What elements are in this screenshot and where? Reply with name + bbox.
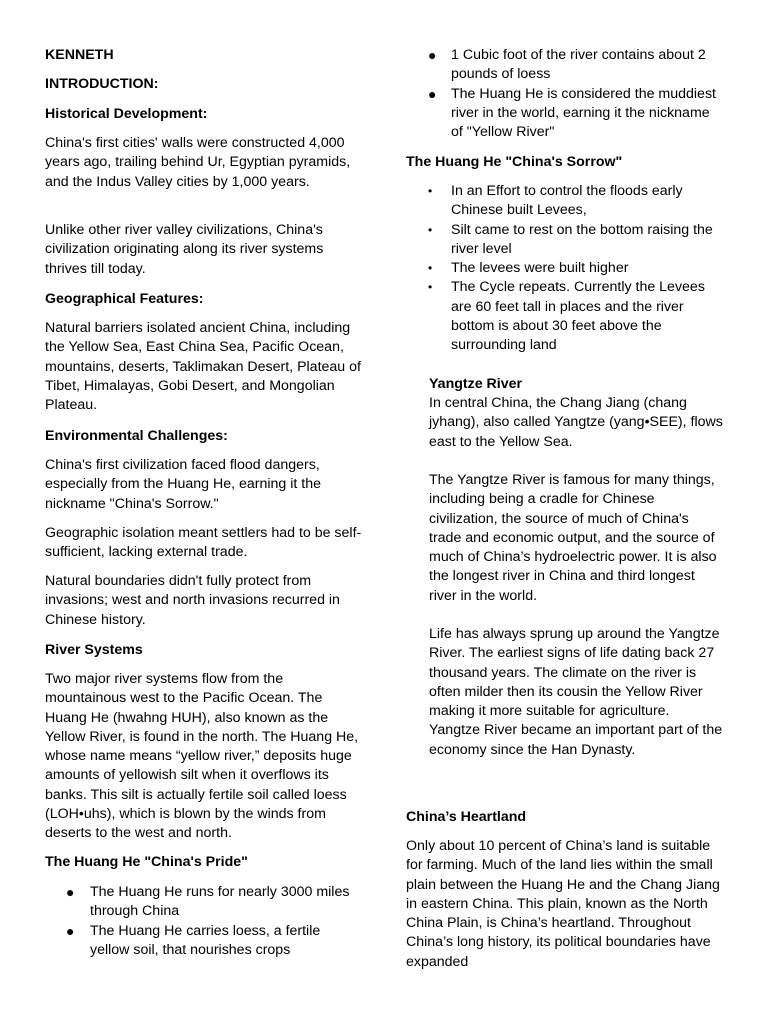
historical-paragraph-1: China's first cities' walls were constructed 4,000 years ago, trailing behind Ur, Egyptian pyramids, and the Indus Valley cities by 1,000 years. xyxy=(45,135,351,190)
chinas-pride-list xyxy=(45,883,363,960)
historical-paragraph-2: Unlike other river valley civilizations, China's civilization originating along its river systems thrives till today. xyxy=(45,222,324,277)
environmental-paragraph-1: China's first civilization faced flood dangers, especially from the Huang He, earning it the nickname "China's Sorrow." xyxy=(45,457,322,512)
bullet-icon: ● xyxy=(66,884,75,900)
yangtze-paragraph-2: The Yangtze River is famous for many things, including being a cradle for Chinese civilization, the source of much of China's trade and economic output, and the source of much of China’s hydroelectric power. It is also the longest river in China and third longest river in the world. xyxy=(429,472,717,604)
environmental-paragraph-2: Geographic isolation meant settlers had to be self-sufficient, lacking external trade. xyxy=(45,525,362,561)
historical-development-heading: Historical Development: xyxy=(45,106,208,122)
chinas-sorrow-heading: The Huang He "China's Sorrow" xyxy=(406,154,623,170)
environmental-challenges-heading: Environmental Challenges: xyxy=(45,428,228,444)
list-item: • The levees were built higher xyxy=(406,259,724,278)
bullet-icon: • xyxy=(428,280,433,295)
yangtze-paragraph-1: In central China, the Chang Jiang (chang jyhang), also called Yangtze (yang•SEE), flows east to the Yellow Sea. xyxy=(429,395,723,450)
list-item: • The Cycle repeats. Currently the Levees are 60 feet tall in places and the river bottom is about 30 feet above the surrounding land xyxy=(428,279,705,354)
list-item: • In an Effort to control the floods early Chinese built Levees, xyxy=(428,183,683,219)
geographical-paragraph: Natural barriers isolated ancient China, including the Yellow Sea, East China Sea, Pacific Ocean, mountains, deserts, Taklimakan Desert, Plateau of Tibet, Himalayas, Gobi Desert, and Mongolian Plateau. xyxy=(45,320,361,414)
bullet-icon: ● xyxy=(428,85,437,102)
chinas-heartland-heading: China’s Heartland xyxy=(406,809,527,825)
list-item: ● The Huang He is considered the muddiest river in the world, earning it the nickname of "Yellow River" xyxy=(428,85,716,141)
chinas-sorrow-list xyxy=(406,182,724,356)
intro-heading: INTRODUCTION: xyxy=(45,76,159,92)
yangtze-river-heading: Yangtze River xyxy=(429,376,523,392)
bullet-icon: • xyxy=(428,261,433,276)
environmental-paragraph-3: Natural boundaries didn't fully protect from invasions; west and north invasions recurred in Chinese history. xyxy=(45,573,340,628)
bullet-icon: ● xyxy=(66,922,75,939)
list-item: ● The Huang He carries loess, a fertile yellow soil, that nourishes crops xyxy=(66,922,321,958)
geographical-features-heading: Geographical Features: xyxy=(45,291,204,307)
author-name: KENNETH xyxy=(45,47,114,63)
list-item: ● The Huang He runs for nearly 3000 miles through China xyxy=(66,884,350,920)
chinas-pride-heading: The Huang He "China's Pride" xyxy=(45,854,248,870)
bullet-icon: • xyxy=(428,222,433,237)
bullet-icon: • xyxy=(428,184,433,198)
bullet-icon: ● xyxy=(428,47,437,63)
yangtze-paragraph-3: Life has always sprung up around the Yangtze River. The earliest signs of life dating back 27 thousand years. The climate on the river is often milder then its cousin the Yellow River making it more suitable for agriculture. Yangtze River became an important part of the economy since the Han Dynasty. xyxy=(429,626,723,758)
list-item: ● 1 Cubic foot of the river contains about 2 pounds of loess xyxy=(428,47,706,83)
list-item: • Silt came to rest on the bottom raising the river level xyxy=(428,221,713,257)
chinas-pride-list-continued xyxy=(406,46,724,142)
river-systems-paragraph: Two major river systems flow from the mountainous west to the Pacific Ocean. The Huang He (hwahng HUH), also known as the Yellow River, is found in the north. The Huang He, whose name means “yellow river,” deposits huge amounts of yellowish silt when it overflows its banks. This silt is actually fertile soil called loess (LOH•uhs), which is blown by the winds from deserts to the west and north. xyxy=(45,671,359,842)
river-systems-heading: River Systems xyxy=(45,642,143,658)
heartland-paragraph: Only about 10 percent of China’s land is suitable for farming. Much of the land lies within the small plain between the Huang He and the Chang Jiang in eastern China. This plain, known as the North China Plain, is China’s heartland. Throughout China’s long history, its political boundaries have expanded xyxy=(406,838,720,970)
